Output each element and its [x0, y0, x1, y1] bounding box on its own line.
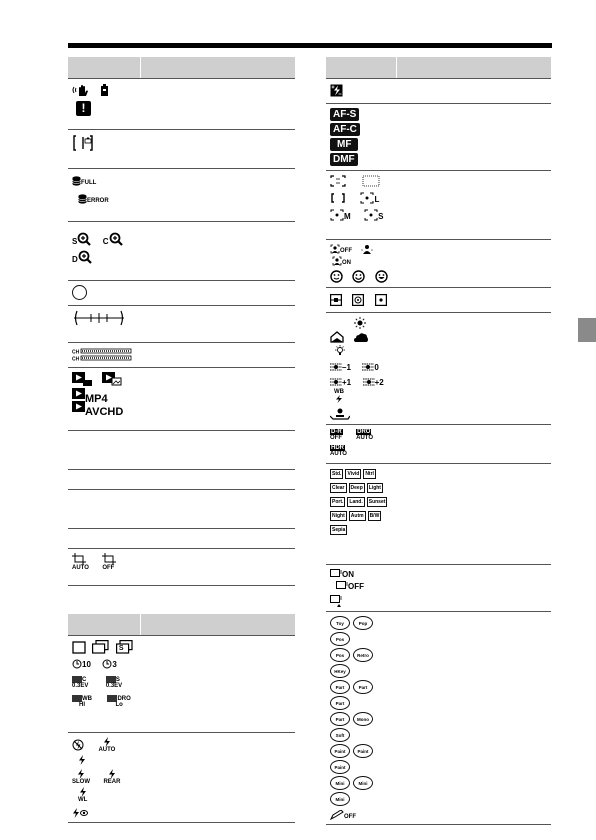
table-row	[326, 565, 551, 612]
smile-slight-icon	[330, 270, 343, 283]
table-row	[68, 490, 295, 529]
effect-paint2-icon: Paint	[353, 744, 373, 758]
timer-10-label: 10	[82, 660, 91, 669]
off-crop-icon	[102, 553, 116, 571]
style-light-icon: Light	[368, 485, 381, 491]
daylight-icon	[354, 317, 366, 329]
effect-on-label: ON	[342, 570, 354, 579]
flexible-spot-m-icon	[330, 209, 351, 221]
center-focus-icon	[330, 192, 346, 204]
shake-warning-icon	[72, 83, 94, 98]
dro-off-bottom: OFF	[330, 435, 342, 441]
zoom-s-label: S	[72, 237, 78, 246]
effect-part1-icon: Part	[330, 680, 350, 694]
right-icon-table	[326, 57, 551, 825]
flexible-spot-l-icon	[360, 192, 379, 204]
playback-still-icon	[72, 372, 92, 386]
spot-m-label: M	[344, 212, 351, 221]
playback-avchd-icon: AVCHD	[72, 401, 123, 412]
rear-label: REAR	[103, 779, 121, 785]
fluor-m1-label: –1	[342, 363, 351, 372]
table-row	[326, 288, 551, 313]
top-rule	[68, 43, 552, 48]
speed-priority-icon	[116, 640, 133, 654]
dro-auto-icon	[356, 429, 373, 441]
table-row	[68, 169, 295, 222]
svg-text:CH: CH	[72, 349, 80, 356]
effect-off-pencil-label: OFF	[344, 814, 356, 820]
zoom-c-label: C	[102, 237, 109, 246]
error-label: ERROR	[87, 197, 109, 204]
effect-paint3-icon: Paint	[330, 760, 350, 774]
digital-zoom-icon	[72, 250, 92, 264]
table-row	[68, 306, 295, 343]
dro-off-top: D-R	[331, 429, 342, 435]
center-metering-icon	[352, 294, 364, 306]
incandescent-icon	[334, 345, 346, 357]
left-drive-table	[68, 614, 295, 823]
table-row	[326, 464, 551, 565]
fluor-p1-label: +1	[342, 378, 352, 387]
style-land-icon: Land.	[349, 499, 363, 505]
effect-off-pencil-icon	[330, 810, 356, 820]
flash-compensation-icon	[330, 84, 343, 97]
dro-auto-top: DRO	[357, 429, 371, 435]
memory-full-icon	[72, 176, 96, 186]
effect-on-icon	[330, 569, 354, 579]
table-row	[68, 636, 295, 733]
style-sunset-icon: Sunset	[368, 499, 386, 505]
camera-warning-icon	[100, 83, 109, 98]
style-autm-icon: Autm	[350, 513, 364, 519]
table-row	[68, 343, 295, 368]
table-row	[68, 130, 295, 169]
header-icon-col	[326, 57, 396, 79]
table-row	[68, 470, 295, 490]
left-icon-table	[68, 57, 295, 586]
table-row	[68, 549, 295, 586]
af-c-badge: AF-C	[330, 123, 360, 136]
spot-s-label: S	[378, 212, 384, 221]
effect-soft-icon: Soft	[330, 728, 350, 742]
face-off-label: OFF	[340, 248, 352, 254]
hdr-bottom: AUTO	[330, 451, 347, 457]
dro-bracket-icon	[107, 695, 130, 708]
effect-mini1-icon: Mini	[330, 776, 350, 790]
fluorescent-0-icon	[362, 362, 378, 372]
effect-pos-icon: Pos	[330, 632, 350, 646]
table-row	[68, 222, 295, 281]
magnifier-icon	[77, 232, 91, 246]
fluorescent-minus1-icon	[330, 362, 351, 372]
effect-pos2-icon: Pos	[330, 648, 350, 662]
af-s-badge: AF-S	[330, 108, 359, 121]
effect-auto-icon	[330, 595, 344, 607]
flexible-spot-s-icon	[364, 209, 383, 221]
table-row	[326, 612, 551, 825]
multi-metering-icon	[330, 294, 342, 306]
cloudy-icon	[354, 331, 368, 343]
header-icon-col	[68, 614, 140, 636]
brk-s-label: S	[115, 676, 120, 683]
effect-mini3-icon: Mini	[330, 792, 350, 806]
magnifier-icon	[109, 232, 123, 246]
effect-part4-icon: Part	[330, 712, 350, 726]
style-ntrl-icon: Ntrl	[365, 471, 374, 477]
table-header-row	[326, 57, 551, 79]
effect-mono-icon: Mono	[353, 712, 373, 726]
wide-area-focus-icon	[330, 175, 346, 187]
effect-off-icon	[336, 581, 364, 591]
exclamation-icon: !	[76, 101, 91, 116]
fluorescent-plus1-icon	[330, 377, 351, 387]
table-row	[68, 431, 295, 470]
fluor-p2-label: +2	[374, 378, 384, 387]
slow-sync-icon	[72, 769, 90, 785]
table-row	[326, 425, 551, 464]
face-detect-on-icon	[332, 256, 351, 266]
brk-s-ev-label: 0.3EV	[105, 683, 123, 689]
dro-label: DRO	[117, 695, 131, 702]
bracket-continuous-icon	[72, 676, 88, 689]
effect-off-label: OFF	[348, 582, 364, 591]
style-sepia-icon: Sepia	[332, 527, 346, 533]
auto-label: AUTO	[72, 565, 89, 571]
fill-flash-icon	[78, 755, 86, 765]
face-detect-off-icon	[330, 244, 352, 254]
style-port-icon: Port.	[332, 499, 344, 505]
style-night-icon: Night	[332, 513, 345, 519]
svg-text:CH: CH	[72, 356, 80, 362]
table-row	[326, 104, 551, 171]
header-icon-col	[68, 57, 140, 79]
wl-label: WL	[78, 797, 88, 803]
table-row	[68, 733, 295, 823]
spot-metering-icon	[375, 294, 387, 306]
effect-part3-icon: Part	[330, 696, 350, 710]
style-std-icon: Std.	[332, 471, 342, 477]
table-row	[68, 79, 295, 130]
header-desc-col	[396, 57, 551, 79]
chapter-side-tab	[578, 318, 596, 342]
circle-icon	[72, 285, 87, 300]
clear-image-zoom-icon	[103, 232, 123, 246]
wireless-flash-icon	[78, 787, 87, 803]
self-timer-3-icon	[102, 659, 116, 669]
table-row	[326, 240, 551, 288]
effect-paint1-icon: Paint	[330, 744, 350, 758]
auto-crop-icon	[72, 553, 89, 571]
dmf-badge: DMF	[330, 153, 358, 166]
magnifier-icon	[78, 250, 92, 264]
header-desc-col	[140, 614, 295, 636]
effect-toy-icon: Toy	[330, 616, 350, 630]
rear-sync-icon	[103, 769, 120, 785]
hdr-top: HDR	[331, 445, 344, 451]
flash-auto-label: AUTO	[98, 747, 116, 753]
wb-flash-icon	[334, 389, 344, 403]
continuous-shot-icon	[92, 640, 109, 654]
hdr-auto-icon	[330, 445, 347, 457]
smart-zoom-icon	[72, 232, 91, 246]
red-eye-flash-icon	[72, 808, 88, 818]
shade-icon	[330, 331, 344, 343]
effect-part2-icon: Part	[353, 680, 373, 694]
style-clear-icon: Clear	[332, 485, 345, 491]
playback-mp4-icon: MP4	[72, 388, 108, 399]
effect-hkey-icon: HKey	[330, 664, 350, 678]
wb-hi-label: HI	[79, 702, 85, 708]
table-row	[326, 313, 551, 425]
dro-off-icon	[330, 429, 343, 441]
flash-off-icon	[72, 739, 84, 751]
brk-c-label: C	[82, 676, 87, 683]
slow-label: SLOW	[72, 779, 90, 785]
bracket-single-icon	[106, 676, 122, 689]
smile-normal-icon	[352, 270, 365, 283]
zoom-d-label: D	[72, 255, 78, 264]
timer-3-label: 3	[112, 660, 117, 669]
brk-c-ev-label: 0.3EV	[72, 683, 89, 689]
header-desc-col	[140, 57, 295, 79]
table-row	[68, 281, 295, 306]
speed-s-label: S	[118, 645, 124, 652]
fluorescent-plus2-icon	[363, 377, 384, 387]
single-shot-icon	[72, 641, 86, 654]
table-row	[68, 529, 295, 549]
self-timer-frame-icon	[72, 134, 94, 152]
style-vivid-icon: Vivid	[347, 471, 360, 477]
effect-retro-icon: Retro	[353, 648, 373, 662]
mf-badge: MF	[330, 138, 358, 151]
playback-folder-icon	[102, 372, 122, 386]
level-gauge-icon	[72, 348, 132, 362]
dro-lo-label: Lo	[115, 702, 123, 708]
table-row	[326, 79, 551, 104]
table-header-row	[68, 57, 295, 79]
smile-big-icon	[375, 270, 388, 283]
flash-auto-icon	[98, 737, 115, 753]
memory-error-icon	[78, 194, 109, 204]
dro-auto-bottom: AUTO	[356, 435, 374, 441]
face-detect-icon	[361, 244, 373, 254]
full-label: FULL	[81, 179, 97, 186]
fluor-0-label: 0	[374, 363, 379, 372]
effect-mini2-icon: Mini	[353, 776, 373, 790]
custom-wb-icon	[330, 408, 350, 420]
table-row	[68, 368, 295, 431]
wb-label: WB	[82, 695, 92, 702]
off-label: OFF	[102, 565, 115, 571]
zone-focus-icon	[362, 175, 380, 187]
table-header-row	[68, 614, 295, 636]
effect-pop-icon: Pop	[353, 616, 373, 630]
wb-flash-label: WB	[334, 389, 344, 395]
table-row	[326, 171, 551, 240]
self-timer-10-icon	[72, 659, 91, 669]
wb-bracket-icon	[72, 695, 92, 708]
level-bracket-icon	[72, 310, 126, 326]
spot-l-label: L	[374, 195, 380, 204]
style-bw-icon: B/W	[369, 513, 380, 519]
face-on-label: ON	[342, 260, 351, 266]
style-deep-icon: Deep	[350, 485, 363, 491]
